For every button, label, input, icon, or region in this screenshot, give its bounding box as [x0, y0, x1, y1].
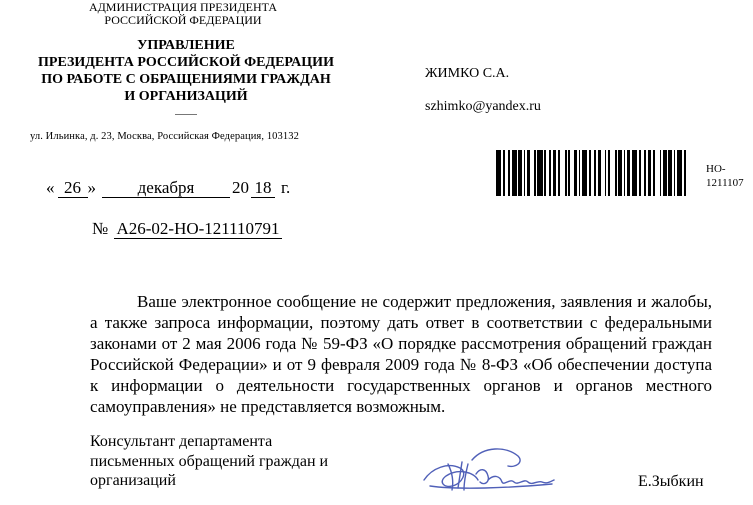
body-paragraph: Ваше электронное сообщение не содержит предложения, заявления и жалобы, а также запроса информации, поэтому дать ответ в соответствии с федеральными законами от 2 мая 2006 года № 59-ФЗ «О порядке рассмотрения обращений граждан Российской Федерации» и от 9 февраля 2009 года № 8-ФЗ «Об обеспечении доступа к информации о деятельности государственных органов и органов местного самоуправления» не представляется возможным. — [90, 292, 712, 416]
date-century: 20 — [232, 178, 249, 197]
barcode-code-line-1: НО- — [706, 163, 726, 175]
department-line-4: И ОРГАНИЗАЦИЙ — [124, 89, 248, 104]
department-line-3: ПО РАБОТЕ С ОБРАЩЕНИЯМИ ГРАЖДАН — [41, 72, 331, 87]
recipient-email: szhimko@yandex.ru — [425, 99, 541, 114]
registration-number-value: А26-02-НО-121110791 — [116, 219, 280, 238]
date-open-quote: « — [46, 178, 55, 197]
department-heading — [30, 37, 342, 105]
handwritten-signature — [418, 438, 558, 498]
signer-title-line-1: Консультант департамента — [90, 433, 273, 450]
barcode-bar — [686, 150, 689, 196]
signer-name: Е.Зыбкин — [638, 473, 704, 490]
sender-address: ул. Ильинка, д. 23, Москва, Российская Федерация, 103132 — [30, 131, 299, 142]
administration-heading — [85, 1, 281, 26]
administration-line-2: РОССИЙСКОЙ ФЕДЕРАЦИИ — [104, 13, 262, 27]
barcode-code — [706, 162, 744, 190]
date-year: 18 — [251, 178, 275, 198]
barcode-code-line-2: 1211107 — [706, 177, 744, 189]
number-sign: № — [92, 219, 109, 238]
barcode — [496, 150, 690, 196]
recipient-name: ЖИМКО С.А. — [425, 66, 510, 81]
heading-divider — [175, 114, 197, 115]
signer-title-line-3: организаций — [90, 472, 176, 489]
signer-title — [90, 432, 328, 491]
date-day: 26 — [58, 178, 88, 198]
date-month: декабря — [102, 178, 230, 198]
administration-line-1: АДМИНИСТРАЦИЯ ПРЕЗИДЕНТА — [88, 0, 278, 14]
department-line-2: ПРЕЗИДЕНТА РОССИЙСКОЙ ФЕДЕРАЦИИ — [38, 55, 334, 70]
date-suffix: г. — [281, 178, 291, 197]
department-line-1: УПРАВЛЕНИЕ — [137, 38, 235, 53]
date-close-quote: » — [87, 178, 96, 197]
registration-number — [92, 219, 282, 239]
signer-title-line-2: письменных обращений граждан и — [90, 452, 329, 470]
document-date — [46, 178, 290, 198]
